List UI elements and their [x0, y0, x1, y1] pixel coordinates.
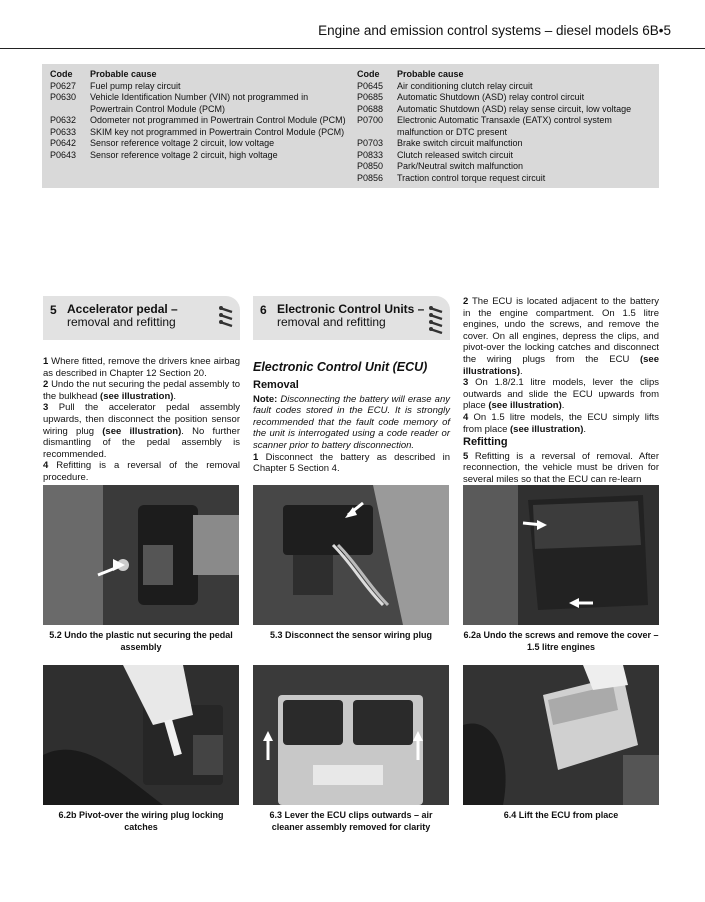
table-row	[50, 115, 350, 127]
section-number: 6	[260, 303, 267, 317]
photo-sensor-plug	[253, 485, 449, 625]
photo-pedal-nut	[43, 485, 239, 625]
figure-caption: 6.2a Undo the screws and remove the cover – 1.5 litre engines	[463, 630, 659, 652]
photo-locking-catches	[43, 665, 239, 805]
code-header: Code	[50, 69, 73, 79]
table-row	[50, 138, 350, 150]
difficulty-spanner-icon	[428, 304, 444, 334]
cause-cell: Automatic Shutdown (ASD) relay sense circuit, low voltage	[397, 103, 632, 114]
header-rule	[0, 48, 705, 49]
code-cell: P0700	[357, 115, 384, 125]
paragraph-number: 1	[253, 451, 259, 463]
section-title	[67, 303, 178, 329]
cause-cell: Electronic Automatic Transaxle (EATX) control system malfunction or DTC present	[397, 115, 612, 137]
photo-ecu-lift	[463, 665, 659, 805]
paragraph-text: .	[583, 423, 587, 435]
cause-cell: Sensor reference voltage 2 circuit, high voltage	[90, 149, 278, 160]
table-row	[357, 81, 655, 93]
paragraph	[463, 377, 659, 412]
paragraph-text: . No further dismantling of the pedal assembly is recommended.	[43, 425, 240, 460]
code-cell: P0856	[357, 172, 384, 183]
code-cell: P0642	[50, 138, 77, 148]
code-cell: P0850	[357, 161, 384, 171]
illustration-ref: (see illustration)	[100, 390, 174, 402]
code-cell: P0627	[50, 80, 77, 91]
illustration-ref: (see illustration)	[102, 425, 182, 437]
cause-cell: Park/Neutral switch malfunction	[397, 161, 524, 171]
section-title	[277, 303, 424, 329]
photo-ecu-clips	[253, 665, 449, 805]
code-cell: P0630	[50, 92, 77, 102]
section-6-heading	[253, 296, 450, 340]
paragraph-number: 2	[463, 296, 469, 307]
photo-ecu-cover	[463, 485, 659, 625]
paragraph-text: On 1.5 litre models, the ECU simply lifts from place	[463, 411, 659, 435]
paragraph-number: 4	[43, 460, 49, 472]
paragraph-text: Disconnect the battery as described in Chapter 5 Section 4.	[253, 451, 450, 475]
paragraph	[43, 402, 240, 460]
paragraph-text: Undo the nut securing the pedal assembly to the bulkhead	[43, 379, 240, 402]
paragraph-text: Refitting is a reversal of removal. After reconnection, the vehicle must be driven for several miles so that the ECU can re-learn	[463, 450, 659, 485]
fault-code-column-right	[357, 69, 655, 184]
section-5-body	[43, 356, 240, 484]
illustration-ref: (see illustration)	[488, 400, 562, 412]
paragraph-number: 1	[43, 356, 49, 367]
code-cell: P0703	[357, 138, 384, 148]
fault-code-table	[42, 64, 659, 188]
paragraph-text: Refitting is a reversal of the removal procedure.	[43, 460, 240, 483]
fault-code-column-left	[50, 69, 350, 161]
figure-caption: 5.3 Disconnect the sensor wiring plug	[269, 630, 433, 640]
paragraph-text: Pull the accelerator pedal assembly upwards, then disconnect the position sensor wiring plug	[43, 402, 240, 437]
section-5-heading	[43, 296, 240, 340]
page-header-title: Engine and emission control systems – diesel models 6B•5	[318, 23, 671, 38]
paragraph	[463, 412, 659, 435]
illustration-ref: (see illustrations)	[463, 353, 659, 377]
figure-caption: 5.2 Undo the plastic nut securing the pedal assembly	[49, 630, 233, 652]
paragraph	[43, 356, 240, 379]
code-cell: P0632	[50, 115, 77, 125]
cause-cell: Sensor reference voltage 2 circuit, low voltage	[90, 138, 275, 148]
paragraph-text: .	[520, 365, 523, 377]
code-cell: P0685	[357, 92, 384, 102]
section-6-body-right	[463, 296, 659, 486]
table-row	[357, 92, 655, 104]
table-row	[357, 115, 655, 138]
section-title-main: Accelerator pedal –	[67, 302, 178, 316]
removal-heading: Removal	[253, 379, 299, 391]
cause-cell: Traction control torque request circuit	[397, 172, 546, 183]
cause-cell: SKIM key not programmed in Powertrain Control Module (PCM)	[90, 126, 345, 137]
cause-header: Probable cause	[397, 69, 464, 79]
note-paragraph	[253, 394, 450, 452]
table-row	[50, 81, 350, 93]
note-label: Note:	[253, 393, 278, 405]
cause-header: Probable cause	[90, 69, 157, 79]
section-subtitle: removal and refitting	[67, 315, 176, 329]
section-title-main: Electronic Control Units –	[277, 302, 425, 316]
cause-cell: Automatic Shutdown (ASD) relay control circuit	[397, 92, 585, 102]
paragraph	[43, 460, 240, 483]
paragraph-text: The ECU is located adjacent to the battery in the engine compartment. On 1.5 litre engines, undo the screws, and remove the cover. On all engines, depress the clips, and pivot-over the locking catches and disconnect the wiring plugs from the ECU	[463, 296, 659, 365]
ecu-heading: Electronic Control Unit (ECU)	[253, 360, 428, 374]
paragraph-text: On 1.8/2.1 litre models, lever the clips outwards and slide the ECU upwards from place	[463, 377, 659, 412]
illustration-ref: (see illustration)	[510, 423, 584, 435]
paragraph	[43, 379, 240, 402]
table-row	[357, 104, 655, 116]
code-header: Code	[357, 69, 380, 79]
table-row	[357, 138, 655, 150]
table-row	[357, 150, 655, 162]
table-header	[50, 69, 350, 81]
table-row	[357, 173, 655, 185]
figure-caption: 6.4 Lift the ECU from place	[503, 810, 619, 820]
table-row	[357, 161, 655, 173]
paragraph-number: 3	[43, 402, 49, 414]
section-6-body-middle	[253, 378, 450, 475]
table-row	[50, 150, 350, 162]
cause-cell: Fuel pump relay circuit	[90, 80, 181, 91]
table-row	[50, 92, 350, 115]
section-number: 5	[50, 303, 57, 317]
section-subtitle: removal and refitting	[277, 315, 386, 329]
cause-cell: Odometer not programmed in Powertrain Control Module (PCM)	[90, 115, 346, 125]
cause-cell: Vehicle Identification Number (VIN) not programmed in Powertrain Control Module (PCM)	[90, 92, 309, 114]
paragraph-number: 4	[463, 411, 469, 423]
figure-caption: 6.2b Pivot-over the wiring plug locking catches	[58, 810, 224, 832]
cause-cell: Brake switch circuit malfunction	[397, 138, 523, 148]
paragraph-text: Where fitted, remove the drivers knee airbag as described in Chapter 12 Section 20.	[43, 356, 240, 379]
paragraph-number: 2	[43, 379, 49, 391]
figure-caption: 6.3 Lever the ECU clips outwards – air cleaner assembly removed for clarity	[269, 810, 433, 832]
code-cell: P0688	[357, 103, 384, 114]
code-cell: P0833	[357, 149, 384, 160]
paragraph	[463, 296, 659, 377]
code-cell: P0643	[50, 149, 77, 160]
table-header	[357, 69, 655, 81]
paragraph	[463, 451, 659, 486]
paragraph	[253, 452, 450, 475]
paragraph-text: .	[561, 400, 565, 412]
refitting-heading: Refitting	[463, 436, 508, 449]
cause-cell: Clutch released switch circuit	[397, 149, 514, 160]
cause-cell: Air conditioning clutch relay circuit	[397, 80, 533, 91]
table-row	[50, 127, 350, 139]
note-text: Disconnecting the battery will erase any fault codes stored in the ECU. It is strongly recommended that the fault code memory of the unit is interrogated using a code reader or scanner prior to battery disconnection.	[253, 393, 450, 451]
paragraph-number: 3	[463, 377, 469, 389]
paragraph-text: .	[173, 390, 177, 402]
code-cell: P0645	[357, 80, 384, 91]
paragraph-number: 5	[463, 450, 469, 462]
difficulty-spanner-icon	[218, 304, 234, 334]
code-cell: P0633	[50, 126, 77, 137]
